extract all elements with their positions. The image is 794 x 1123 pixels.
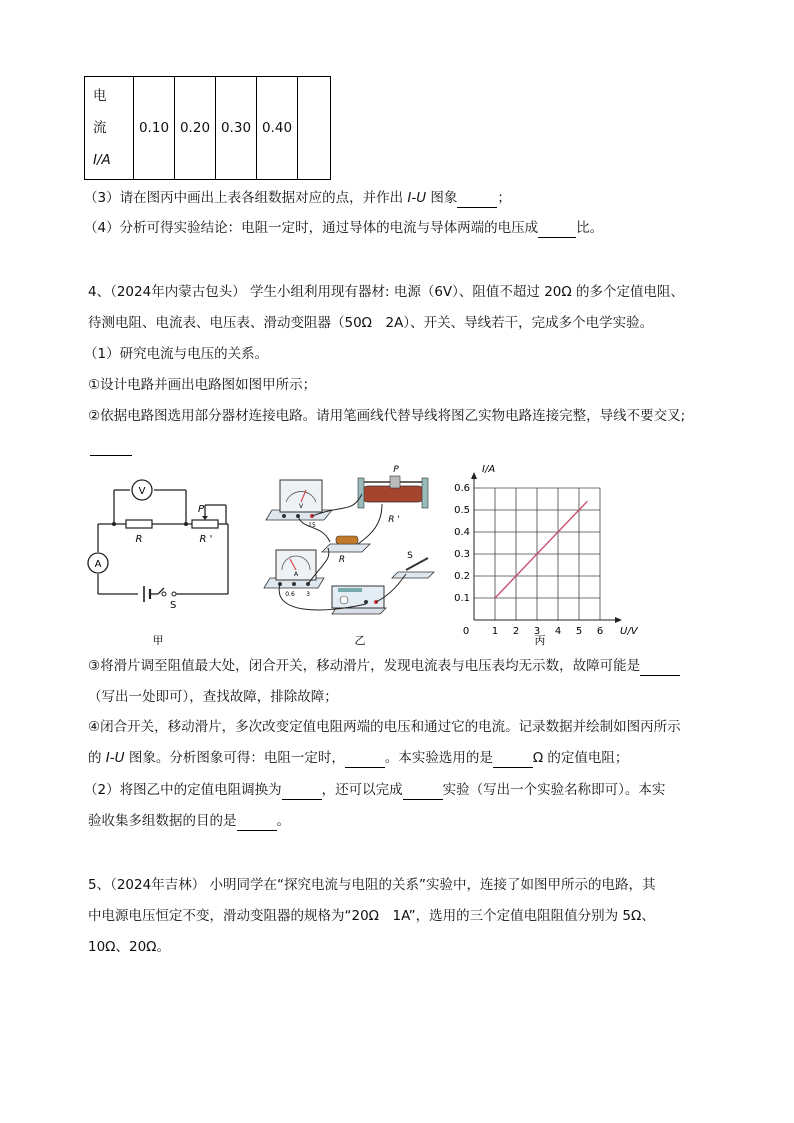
fig-jia-label: 甲 xyxy=(152,634,164,647)
q4-text: 。本实验选用的是 xyxy=(384,750,493,766)
answer-blank[interactable] xyxy=(345,751,385,768)
q5-line: 10Ω、20Ω。 xyxy=(88,939,170,955)
row-label-line: 流 xyxy=(93,120,107,136)
amp-range-3: 3 xyxy=(306,591,310,598)
fixed-resistor-device xyxy=(336,536,358,544)
q4-text: 验收集多组数据的目的是 xyxy=(88,813,237,829)
circuit-diagram xyxy=(86,470,246,650)
answer-blank[interactable] xyxy=(237,814,277,831)
q4-part2 xyxy=(84,780,665,800)
voltmeter-label: V xyxy=(138,486,146,497)
y-axis-arrow xyxy=(471,472,477,479)
rheo-p-label: P xyxy=(393,465,399,475)
q3-text: 比。 xyxy=(576,220,604,236)
y-axis-label: I/A xyxy=(482,464,496,475)
svg-text:A: A xyxy=(293,571,299,578)
table-row xyxy=(85,77,331,180)
chart-series xyxy=(495,501,587,598)
q4-text: ，还可以完成 xyxy=(321,782,403,798)
q4-line: （1）研究电流与电压的关系。 xyxy=(84,346,269,362)
apparatus-figure xyxy=(262,464,442,650)
q3-text: （4）分析可得实验结论：电阻一定时，通过导体的电流与导体两端的电压成 xyxy=(84,220,539,236)
series-line xyxy=(495,501,587,598)
y-tick-label: 0.1 xyxy=(454,593,470,604)
q4-line: 待测电阻、电流表、电压表、滑动变阻器（50Ω 2A）、开关、导线若干，完成多个电学实验。 xyxy=(88,315,654,331)
table-cell: 0.10 xyxy=(134,77,175,180)
x-tick-label: 4 xyxy=(554,626,562,637)
y-tick-label: 0.5 xyxy=(454,505,470,516)
x-axis-label: U/V xyxy=(620,626,638,637)
q4-step4b xyxy=(88,748,628,768)
q4-line: ①设计电路并画出电路图如图甲所示； xyxy=(88,377,317,393)
x-tick-label: 1 xyxy=(491,626,499,637)
rp-label: R ' xyxy=(199,534,213,545)
q4-step3b: （写出一处即可），查找故障，排除故障； xyxy=(88,689,338,705)
y-tick-label: 0.2 xyxy=(454,571,470,582)
answer-blank[interactable] xyxy=(403,783,443,800)
q4-text: Ω 的定值电阻； xyxy=(532,750,629,766)
q4-part2b xyxy=(88,811,290,831)
svg-text:V: V xyxy=(298,503,304,510)
q4-step4: ④闭合开关，移动滑片，多次改变定值电阻两端的电压和通过它的电流。记录数据并绘制如图丙所示 xyxy=(88,719,681,735)
amp-range-06: 0.6 xyxy=(285,591,295,598)
fig-yi-label: 乙 xyxy=(354,634,366,647)
x-tick-label: 0 xyxy=(462,626,470,637)
r-label: R xyxy=(135,534,143,545)
volt-range-label: 15 xyxy=(308,522,316,529)
q4-text: （2）将图乙中的定值电阻调换为 xyxy=(84,782,282,798)
p-label: P xyxy=(198,504,205,515)
board-r-label: R xyxy=(338,555,346,565)
q4-text: ③将滑片调至阻值最大处，闭合开关，移动滑片，发现电流表与电压表均无示数，故障可能是 xyxy=(88,658,641,674)
rheostat-symbol xyxy=(192,520,218,528)
q4-text: 。 xyxy=(276,813,290,829)
rheostat-device xyxy=(362,486,424,502)
q4-step3 xyxy=(88,656,680,676)
row-label-line: I/A xyxy=(93,152,111,168)
answer-blank[interactable] xyxy=(282,783,322,800)
q3-text: ； xyxy=(497,190,511,206)
q4-blank-line xyxy=(90,436,132,456)
q4-text: 实验（写出一个实验名称即可）。本实 xyxy=(442,782,666,798)
answer-blank[interactable] xyxy=(538,221,576,238)
resistor-r-symbol xyxy=(126,520,152,528)
q4-text: 的 xyxy=(88,750,106,766)
x-axis-arrow xyxy=(615,617,622,623)
y-tick-label: 0.3 xyxy=(454,549,470,560)
row-label xyxy=(85,77,134,180)
switch-s-label: S xyxy=(407,551,413,561)
answer-blank[interactable] xyxy=(493,751,533,768)
y-tick-label: 0.4 xyxy=(454,527,470,538)
q3-item-4 xyxy=(84,218,603,238)
iu-chart xyxy=(454,462,654,652)
x-tick-label: 2 xyxy=(512,626,520,637)
x-tick-label: 3 xyxy=(533,626,541,637)
answer-blank[interactable] xyxy=(457,191,497,208)
q4-var: I-U xyxy=(105,750,125,766)
x-tick-label: 5 xyxy=(575,626,583,637)
q3-item-3 xyxy=(84,188,511,208)
y-tick-label: 0.6 xyxy=(454,483,470,494)
fig-bing-label: 丙 xyxy=(534,634,546,647)
q3-var: I-U xyxy=(407,190,427,206)
chart-ticks xyxy=(454,483,603,637)
q4-line: 4、（2024年内蒙古包头） 学生小组利用现有器材: 电源（6V）、阻值不超过 20Ω 的多个定值电阻、 xyxy=(88,284,684,300)
q3-text: （3）请在图丙中画出上表各组数据对应的点，并作出 xyxy=(84,190,408,206)
table-cell: 0.20 xyxy=(175,77,216,180)
q4-text: 图象。分析图象可得：电阻一定时， xyxy=(124,750,345,766)
answer-blank[interactable] xyxy=(90,439,132,456)
table-cell: 0.40 xyxy=(257,77,298,180)
chart-axes xyxy=(471,472,622,623)
ammeter-label: A xyxy=(94,559,102,570)
q5-line: 中电源电压恒定不变，滑动变阻器的规格为“20Ω 1A”，选用的三个定值电阻阻值分别为 5Ω、 xyxy=(88,908,655,924)
row-label-line: 电 xyxy=(93,88,107,104)
q3-text: 图象 xyxy=(426,190,458,206)
table-cell xyxy=(298,77,331,180)
table-cell: 0.30 xyxy=(216,77,257,180)
answer-blank[interactable] xyxy=(640,659,680,676)
x-tick-label: 6 xyxy=(596,626,604,637)
q5-line: 5、（2024年吉林） 小明同学在“探究电流与电阻的关系”实验中，连接了如图甲所示的电路，其 xyxy=(88,877,656,893)
data-table xyxy=(84,76,331,180)
s-label: S xyxy=(170,600,177,611)
rheo-r-label: R ' xyxy=(388,515,400,525)
q4-line: ②依据电路图选用部分器材连接电路。请用笔画线代替导线将图乙实物电路连接完整，导线不要交叉; xyxy=(88,408,686,424)
